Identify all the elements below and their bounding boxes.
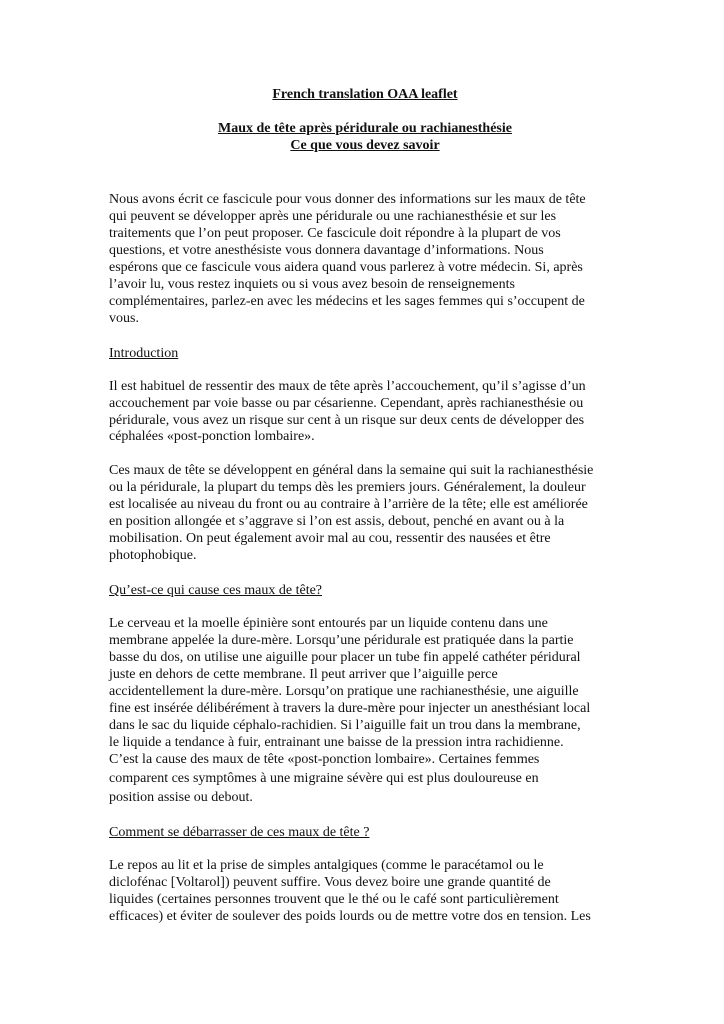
subtitle-block (109, 120, 621, 154)
subtitle-line-2: Ce que vous devez savoir (290, 138, 440, 153)
text-line: photophobique. (109, 548, 197, 564)
intro-line: complémentaires, parlez-en avec les médecins et les sages femmes qui s’occupent de (109, 293, 585, 309)
intro-line: qui peuvent se développer après une péridurale ou une rachianesthésie et sur les (109, 208, 557, 224)
treatment-paragraph (109, 858, 621, 926)
intro-line: Nous avons écrit ce fascicule pour vous donner des informations sur les maux de tête (109, 192, 586, 207)
intro-paragraph (109, 192, 621, 328)
text-line: efficaces) et éviter de soulever des poids lourds ou de mettre votre dos en tension. Les (109, 908, 591, 924)
intro-line: l’avoir lu, vous restez inquiets ou si vous avez besoin de renseignements (109, 276, 515, 292)
text-line: diclofénac [Voltarol]) peuvent suffire. Vous devez boire une grande quantité de (109, 874, 551, 890)
intro-line: espérons que ce fascicule vous aidera quand vous parlerez à votre médecin. Si, après (109, 259, 583, 275)
text-line: accidentellement la dure-mère. Lorsqu’on pratique une rachianesthésie, une aiguille (109, 683, 579, 699)
intro-line: questions, et votre anesthésiste vous donnera davantage d’informations. Nous (109, 242, 544, 258)
text-line: liquides (certaines personnes trouvent que le thé ou le café sont particulièrement (109, 891, 559, 907)
document-page (109, 86, 621, 926)
text-line: basse du dos, on utilise une aiguille pour placer un tube fin appelé cathéter péridural (109, 650, 581, 666)
section-heading-introduction: Introduction (109, 345, 179, 361)
text-line: péridurale, vous avez un risque sur cent à un risque sur deux cents de développer des (109, 412, 585, 428)
text-line: position assise ou debout. (109, 789, 253, 805)
intro-line: traitements que l’on peut proposer. Ce fascicule doit répondre à la plupart de vos (109, 225, 561, 241)
text-line: Le repos au lit et la prise de simples antalgiques (comme le paracétamol ou le (109, 857, 544, 873)
text-line: comparent ces symptômes à une migraine sévère qui est plus douloureuse en (109, 770, 539, 786)
section-heading-treatment: Comment se débarrasser de ces maux de tête ? (109, 824, 370, 840)
text-line: mobilisation. On peut également avoir mal au cou, ressentir des nausées et être (109, 531, 551, 547)
document-title: French translation OAA leaflet (272, 87, 458, 102)
text-line: ou la péridurale, la plupart du temps dès les premiers jours. Généralement, la douleur (109, 480, 586, 496)
text-line: fine est insérée délibérément à travers la dure-mère pour injecter un anesthésiant local (109, 700, 591, 716)
subtitle-line-1: Maux de tête après péridurale ou rachianesthésie (218, 121, 512, 136)
text-line: accouchement par voie basse ou par césarienne. Cependant, après rachianesthésie ou (109, 395, 584, 411)
cause-paragraph (109, 616, 621, 807)
text-line: céphalées «post-ponction lombaire». (109, 429, 315, 445)
intro-line: vous. (109, 310, 139, 326)
text-line: dans le sac du liquide céphalo-rachidien. Si l’aiguille fait un trou dans la membrane, (109, 717, 581, 733)
text-line: Il est habituel de ressentir des maux de tête après l’accouchement, qu’il s’agisse d’un (109, 378, 586, 394)
text-line: membrane appelée la dure-mère. Lorsqu’une péridurale est pratiquée dans la partie (109, 633, 574, 649)
introduction-paragraph-2 (109, 463, 621, 565)
text-line: Le cerveau et la moelle épinière sont entourés par un liquide contenu dans une (109, 616, 548, 632)
text-line: en position allongée et s’aggrave si l’on est assis, debout, penché en avant ou à la (109, 514, 565, 530)
text-line: le liquide a tendance à fuir, entrainant une baisse de la pression intra rachidienne. (109, 734, 564, 750)
section-heading-cause: Qu’est-ce qui cause ces maux de tête? (109, 583, 323, 599)
text-line: est localisée au niveau du front ou au contraire à l’arrière de la tête; elle est améliorée (109, 497, 588, 513)
text-line: Ces maux de tête se développent en général dans la semaine qui suit la rachianesthésie (109, 463, 594, 479)
text-line: C’est la cause des maux de tête «post-ponction lombaire». Certaines femmes (109, 751, 540, 767)
introduction-paragraph-1 (109, 379, 621, 447)
text-line: juste en dehors de cette membrane. Il peut arriver que l’aiguille perce (109, 667, 498, 683)
